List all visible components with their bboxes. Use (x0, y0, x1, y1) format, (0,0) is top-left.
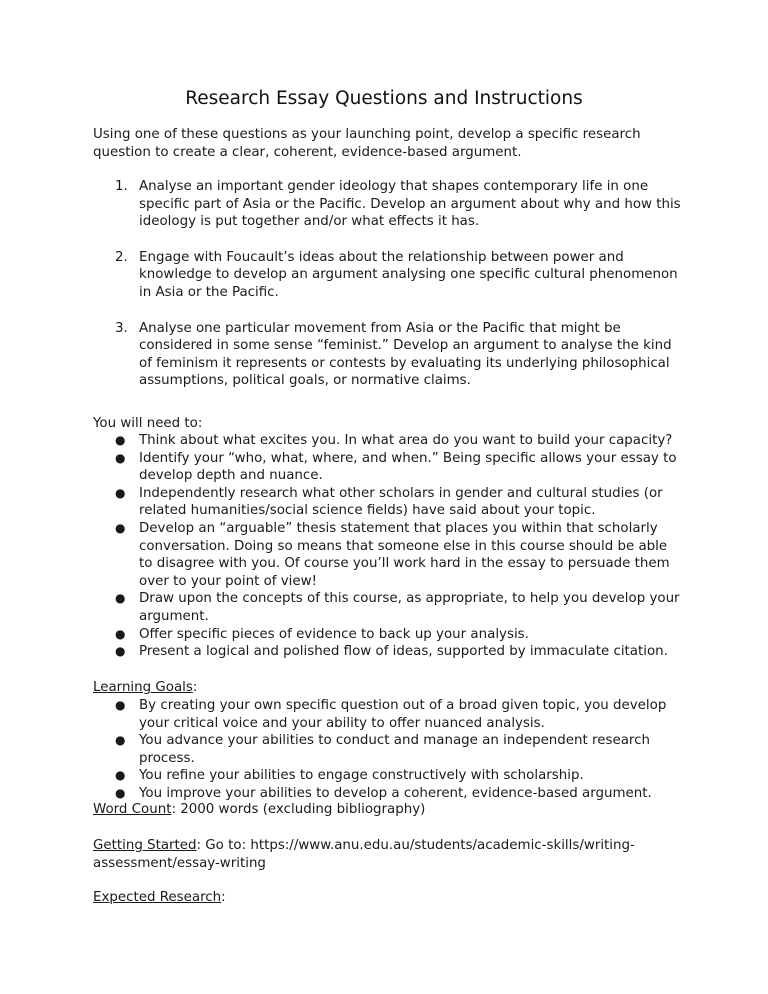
intro-paragraph: Using one of these questions as your launching point, develop a specific research question to create a clear, coherent, evidence-based argument. (93, 127, 641, 160)
bullet-icon: ● (115, 591, 126, 606)
bullet-icon: ● (115, 733, 126, 748)
list-item-text: Offer specific pieces of evidence to back up your analysis. (139, 626, 529, 642)
learning-goals-heading (93, 679, 683, 697)
list-item (93, 626, 683, 644)
list-item (93, 643, 683, 661)
bullet-icon: ● (115, 698, 126, 712)
list-item (93, 767, 683, 785)
getting-started-line (93, 837, 683, 872)
list-item-text: You advance your abilities to conduct and manage an independent research process. (139, 733, 650, 766)
getting-started-label: Getting Started (93, 838, 197, 853)
list-item-text: Draw upon the concepts of this course, as appropriate, to help you develop your argument. (139, 591, 680, 624)
list-item-text: Identify your “who, what, where, and when.” Being specific allows your essay to develop depth and nuance. (139, 450, 677, 484)
list-item-text: By creating your own specific question out of a broad given topic, you develop your critical voice and your ability to offer nuanced analysis. (139, 698, 667, 731)
list-item-text: You refine your abilities to engage constructively with scholarship. (139, 768, 584, 784)
question-number: 3. (115, 320, 128, 336)
learning-goals-label: Learning Goals (93, 680, 193, 695)
list-item-text: Develop an “arguable” thesis statement that places you within that scholarly conversation. Doing so means that someone else in this course should be able to disagree with you. Of course you’ll work hard in the essay to persuade them over to your point of view! (139, 520, 670, 589)
word-count-label: Word Count (93, 802, 172, 817)
expected-research-label: Expected Research (93, 890, 222, 905)
list-item-text: Think about what excites you. In what area do you want to build your capacity? (139, 433, 673, 448)
bullet-icon: ● (115, 626, 126, 641)
question-text: Engage with Foucault’s ideas about the relationship between power and knowledge to develop an argument analysing one specific cultural phenomenon in Asia or the Pacific. (139, 249, 678, 300)
word-count-line (93, 801, 683, 819)
question-list (93, 178, 683, 408)
list-item (93, 520, 683, 590)
list-item (93, 450, 683, 485)
needs-heading: You will need to: (93, 416, 203, 431)
list-item (93, 697, 683, 732)
list-item (93, 485, 683, 520)
needs-list (93, 432, 683, 661)
word-count-value: : 2000 words (excluding bibliography) (171, 802, 426, 817)
bullet-icon: ● (115, 644, 126, 659)
question-item (93, 178, 683, 231)
question-text: Analyse one particular movement from Asia or the Pacific that might be considered in some sense “feminist.” Develop an argument to analyse the kind of feminism it represents or contests by evaluating its underlying philosophical assumptions, political goals, or normative claims. (139, 320, 672, 389)
question-text: Analyse an important gender ideology that shapes contemporary life in one specific part of Asia or the Pacific. Develop an argument about why and how this ideology is put together and/or what effects it has. (139, 179, 681, 230)
bullet-icon: ● (115, 520, 126, 535)
list-item (93, 732, 683, 767)
list-item-text: Present a logical and polished flow of ideas, supported by immaculate citation. (139, 644, 668, 660)
learning-goals-list (93, 697, 683, 803)
question-item (93, 249, 683, 302)
bullet-icon: ● (115, 433, 126, 447)
question-item (93, 320, 683, 390)
expected-research-line (93, 889, 683, 907)
question-number: 2. (115, 249, 128, 265)
expected-research-colon: : (221, 890, 226, 905)
bullet-icon: ● (115, 785, 126, 800)
list-item-text: You improve your abilities to develop a coherent, evidence-based argument. (139, 785, 652, 801)
list-item (93, 590, 683, 625)
learning-goals-colon: : (192, 680, 198, 695)
page-title: Research Essay Questions and Instructions (185, 88, 583, 109)
question-number: 1. (115, 179, 128, 194)
list-item-text: Independently research what other scholars in gender and cultural studies (or related humanities/social science fields) have said about your topic. (139, 485, 663, 519)
bullet-icon: ● (115, 485, 126, 500)
list-item (93, 432, 683, 450)
bullet-icon: ● (115, 450, 126, 465)
bullet-icon: ● (115, 768, 126, 783)
list-item (93, 785, 683, 803)
getting-started-text: : Go to: https://www.anu.edu.au/students/academic-skills/writing-assessment/essay-writing (93, 838, 635, 871)
